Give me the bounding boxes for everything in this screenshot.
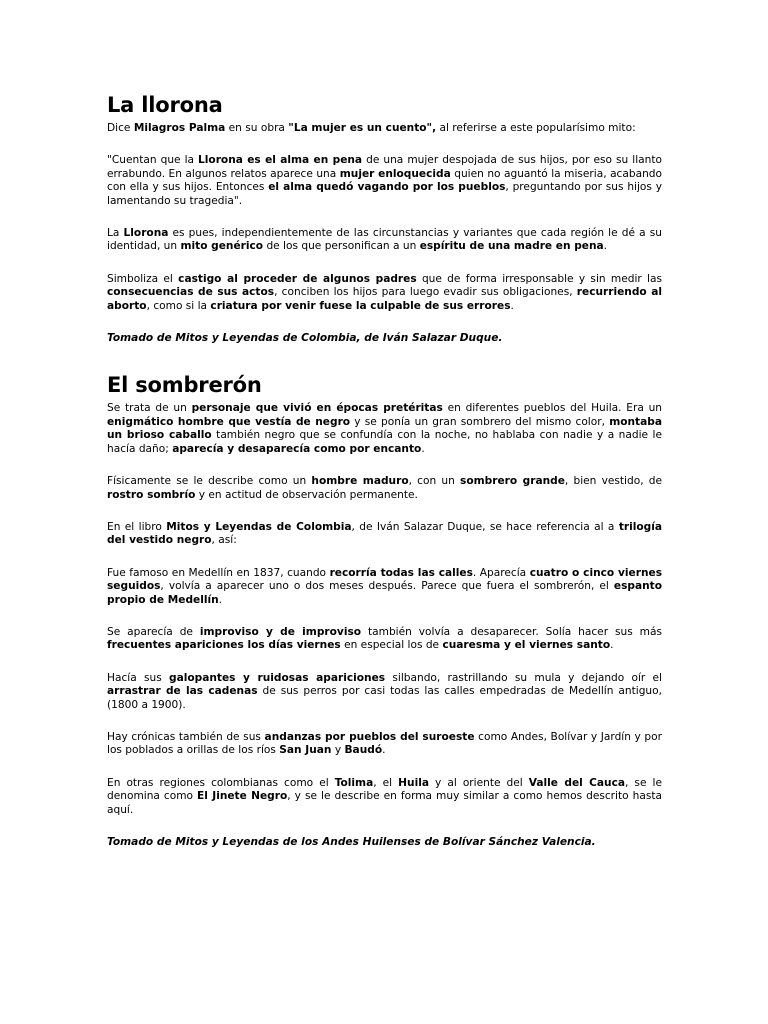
paragraph: Dice Milagros Palma en su obra "La mujer es un cuento", al referirse a este popularísimo mito:	[107, 122, 636, 134]
paragraph: En el libro Mitos y Leyendas de Colombia, de Iván Salazar Duque, se hace referencia al a trilogía del vestido negro, así:	[107, 520, 663, 547]
section-title-la-llorona: La llorona	[107, 93, 223, 117]
source-citation: Tomado de Mitos y Leyendas de Colombia, de Iván Salazar Duque.	[107, 332, 503, 345]
paragraph: Físicamente se le describe como un hombre maduro, con un sombrero grande, bien vestido, de rostro sombrío y en actitud de observación permanente.	[107, 475, 663, 501]
paragraph: "Cuentan que la Llorona es el alma en pena de una mujer despojada de sus hijos, por eso su llanto errabundo. En algunos relatos aparece una mujer enloquecida quien no aguantó la miseria, acabando con ella y sus hijos. Entonces el alma quedó vagando por los pueblos, preguntando por sus hijos y lamentando su tragedia".	[107, 154, 663, 207]
section-title-el-sombreron: El sombrerón	[107, 373, 262, 398]
paragraph: Hacía sus galopantes y ruidosas apariciones silbando, rastrillando su mula y dejando oír el arrastrar de las cadenas de sus perros por casi todas las calles empedradas de Medellín antiguo, (1800 a 1900).	[107, 671, 662, 711]
paragraph: Se aparecía de improviso y de improviso también volvía a desaparecer. Solía hacer sus más frecuentes apariciones los días viernes en especial los de cuaresma y el viernes santo.	[107, 625, 662, 652]
paragraph: La Llorona es pues, independientemente de las circunstancias y variantes que cada región le dé a su identidad, un mito genérico de los que personifican a un espíritu de una madre en pena.	[107, 227, 663, 253]
document-page	[107, 92, 662, 868]
paragraph: Simboliza el castigo al proceder de algunos padres que de forma irresponsable y sin medir las consecuencias de sus actos, conciben los hijos para luego evadir sus obligaciones, recurriendo al aborto, como si la criatura por venir fuese la culpable de sus errores.	[107, 272, 663, 312]
paragraph: En otras regiones colombianas como el Tolima, el Huila y al oriente del Valle del Cauca, se le denomina como El Jinete Negro, y se le describe en forma muy similar a como hemos descrito hasta aquí.	[107, 776, 663, 816]
paragraph: Hay crónicas también de sus andanzas por pueblos del suroeste como Andes, Bolívar y Jardín y por los poblados a orillas de los ríos San Juan y Baudó.	[107, 730, 662, 757]
paragraph: Fue famoso en Medellín en 1837, cuando recorría todas las calles. Aparecía cuatro o cinco viernes seguidos, volvía a aparecer uno o dos meses después. Parece que fuera el sombrerón, el espanto propio de Medellín.	[107, 566, 662, 606]
paragraph: Se trata de un personaje que vivió en épocas pretéritas en diferentes pueblos del Huila. Era un enigmático hombre que vestía de negro y se ponía un gran sombrero del mismo color, montaba un brioso caballo también negro que se confundía con la noche, no hablaba con nadie y a nadie le hacía daño; aparecía y desaparecía como por encanto.	[107, 402, 662, 455]
source-citation: Tomado de Mitos y Leyendas de los Andes Huilenses de Bolívar Sánchez Valencia.	[107, 836, 596, 848]
